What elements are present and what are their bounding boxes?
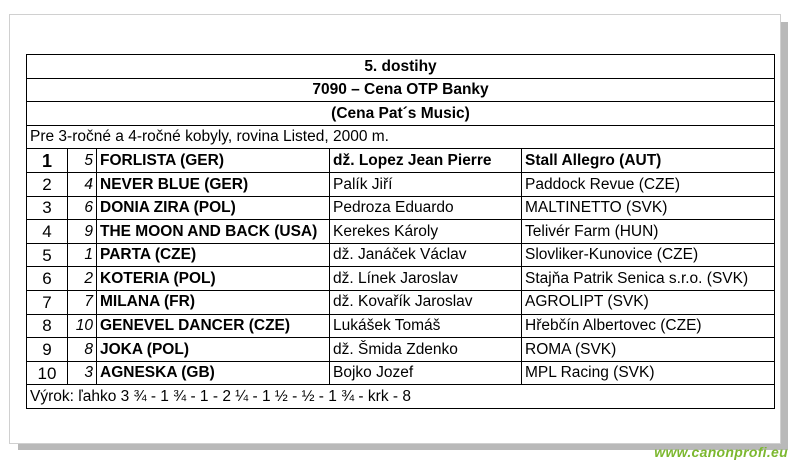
placing: 3 [27, 196, 68, 220]
horse-name: AGNESKA (GB) [97, 361, 330, 385]
horse-name: KOTERIA (POL) [97, 267, 330, 291]
horse-name: THE MOON AND BACK (USA) [97, 220, 330, 244]
owner-name: AGROLIPT (SVK) [522, 290, 775, 314]
start-number: 4 [68, 172, 97, 196]
result-row [27, 290, 775, 314]
jockey-name: Lukášek Tomáš [330, 314, 522, 338]
result-row [27, 149, 775, 173]
start-number: 3 [68, 361, 97, 385]
owner-name: Hřebčín Albertovec (CZE) [522, 314, 775, 338]
jockey-name: dž. Lopez Jean Pierre [330, 149, 522, 173]
race-conditions-row [27, 125, 775, 149]
start-number: 9 [68, 220, 97, 244]
owner-name: MPL Racing (SVK) [522, 361, 775, 385]
placing: 9 [27, 338, 68, 362]
results-table [26, 54, 775, 409]
jockey-name: Bojko Jozef [330, 361, 522, 385]
race-number: 5. dostihy [27, 55, 775, 79]
jockey-name: dž. Šmida Zdenko [330, 338, 522, 362]
result-row [27, 338, 775, 362]
placing: 2 [27, 172, 68, 196]
placing: 6 [27, 267, 68, 291]
result-row [27, 314, 775, 338]
race-title: 7090 – Cena OTP Banky [27, 78, 775, 102]
jockey-name: dž. Kovařík Jaroslav [330, 290, 522, 314]
placing: 8 [27, 314, 68, 338]
start-number: 6 [68, 196, 97, 220]
jockey-name: Pedroza Eduardo [330, 196, 522, 220]
jockey-name: Kerekes Károly [330, 220, 522, 244]
placing: 7 [27, 290, 68, 314]
result-row [27, 267, 775, 291]
result-row [27, 172, 775, 196]
result-row [27, 196, 775, 220]
jockey-name: dž. Línek Jaroslav [330, 267, 522, 291]
owner-name: Stall Allegro (AUT) [522, 149, 775, 173]
owner-name: Stajňa Patrik Senica s.r.o. (SVK) [522, 267, 775, 291]
owner-name: Paddock Revue (CZE) [522, 172, 775, 196]
start-number: 8 [68, 338, 97, 362]
placing: 5 [27, 243, 68, 267]
owner-name: Telivér Farm (HUN) [522, 220, 775, 244]
verdict-row [27, 385, 775, 409]
race-number-row [27, 55, 775, 79]
result-row [27, 220, 775, 244]
horse-name: MILANA (FR) [97, 290, 330, 314]
result-row [27, 243, 775, 267]
owner-name: ROMA (SVK) [522, 338, 775, 362]
jockey-name: dž. Janáček Václav [330, 243, 522, 267]
horse-name: DONIA ZIRA (POL) [97, 196, 330, 220]
start-number: 10 [68, 314, 97, 338]
start-number: 5 [68, 149, 97, 173]
verdict: Výrok: ľahko 3 ¾ - 1 ¾ - 1 - 2 ¼ - 1 ½ - ½ - 1 ¾ - krk - 8 [27, 385, 775, 409]
horse-name: PARTA (CZE) [97, 243, 330, 267]
horse-name: GENEVEL DANCER (CZE) [97, 314, 330, 338]
race-subtitle-row [27, 102, 775, 126]
placing: 4 [27, 220, 68, 244]
horse-name: JOKA (POL) [97, 338, 330, 362]
placing: 10 [27, 361, 68, 385]
start-number: 1 [68, 243, 97, 267]
owner-name: Slovliker-Kunovice (CZE) [522, 243, 775, 267]
race-title-row [27, 78, 775, 102]
race-conditions: Pre 3-ročné a 4-ročné kobyly, rovina Listed, 2000 m. [27, 125, 775, 149]
horse-name: FORLISTA (GER) [97, 149, 330, 173]
placing: 1 [27, 149, 68, 173]
start-number: 2 [68, 267, 97, 291]
owner-name: MALTINETTO (SVK) [522, 196, 775, 220]
watermark: www.canonprofi.eu [654, 444, 788, 460]
jockey-name: Palík Jiří [330, 172, 522, 196]
race-subtitle: (Cena Pat´s Music) [27, 102, 775, 126]
start-number: 7 [68, 290, 97, 314]
horse-name: NEVER BLUE (GER) [97, 172, 330, 196]
result-row [27, 361, 775, 385]
